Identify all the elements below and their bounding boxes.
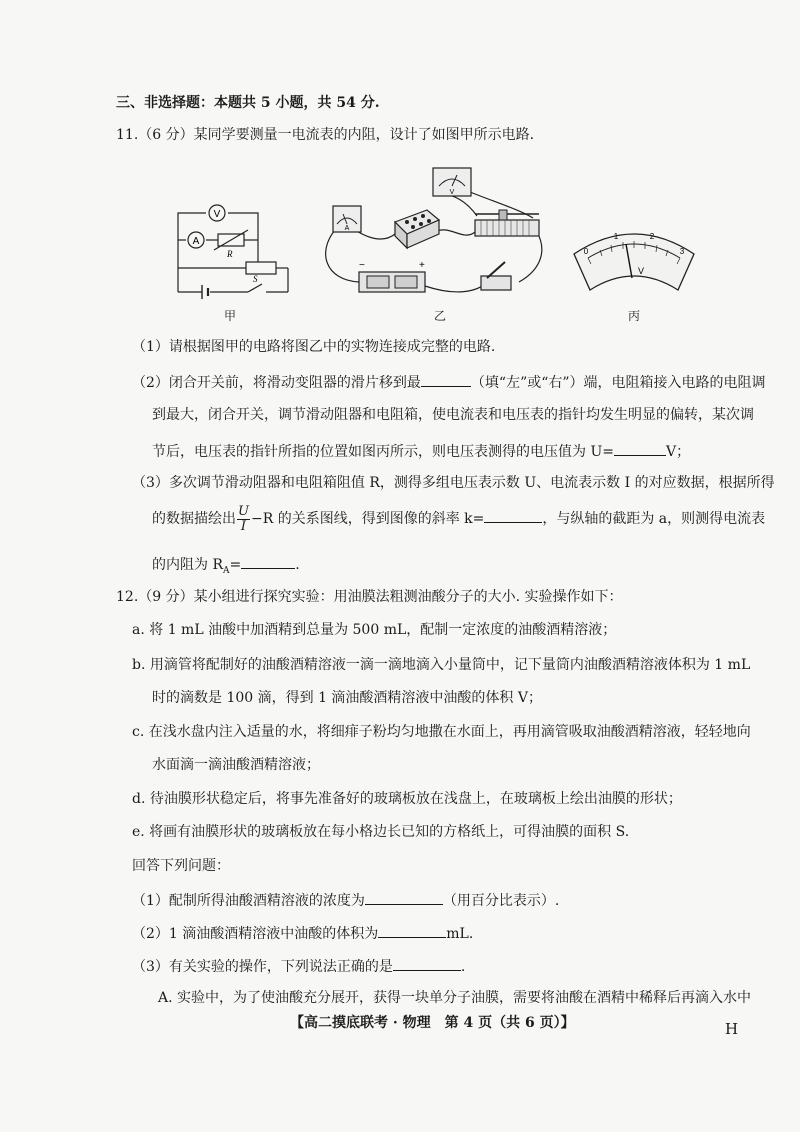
q12-option-a: A. 实验中，为了使油酸充分展开，获得一块单分子油膜，需要将油酸在酒精中稀释后再滴入水中: [158, 990, 752, 1006]
ammeter-device: [333, 206, 361, 232]
svg-text:S: S: [253, 274, 258, 284]
q12-step-d: d. 待油膜形状稳定后，将事先准备好的玻璃板放在浅盘上，在玻璃板上绘出油膜的形状；: [132, 791, 682, 807]
q12-sub1: （1）配制所得油酸酒精溶液的浓度为 （用百分比表示）.: [132, 889, 559, 911]
q11-part3-line3: 的内阻为 $R_A=$ .: [152, 553, 300, 581]
fraction-u-over-i: $\frac{U}{I}$: [238, 503, 249, 534]
q12-sub2: （2）1 滴油酸酒精溶液中油酸的体积为 mL.: [132, 922, 473, 944]
svg-text:A: A: [344, 225, 350, 232]
q12-answer-prompt: 回答下列问题：: [132, 858, 230, 874]
voltmeter-device: [433, 168, 471, 196]
q12-step-c-line2: 水面滴一滴油酸酒精溶液；: [152, 757, 320, 773]
answer-blank-volume[interactable]: [378, 922, 446, 938]
q12-stem: 12.（9 分）某小组进行探究实验：用油膜法粗测油酸分子的大小. 实验操作如下：: [116, 589, 623, 605]
answer-blank-choice[interactable]: [393, 955, 461, 971]
dial-tick-0: 0: [583, 247, 589, 256]
q12-sub3: （3）有关实验的操作，下列说法正确的是 .: [132, 955, 465, 977]
section-header: 三、非选择题：本题共 5 小题，共 54 分.: [116, 95, 380, 111]
answer-blank-slope[interactable]: [484, 507, 542, 523]
svg-text:A: A: [192, 236, 200, 247]
switch-device: [481, 262, 511, 290]
q12-step-b-line1: b. 用滴管将配制好的油酸酒精溶液一滴一滴地滴入小量筒中，记下量筒内油酸酒精溶液体积为 1 mL: [132, 657, 751, 673]
q12-step-b-line2: 时的滴数是 100 滴，得到 1 滴油酸酒精溶液中油酸的体积 V；: [152, 690, 542, 706]
battery-holder: [359, 260, 425, 292]
resistance-box: [395, 210, 439, 248]
q11-stem: 11.（6 分）某同学要测量一电流表的内阻，设计了如图甲所示电路.: [116, 127, 535, 143]
answer-blank-voltage[interactable]: [614, 440, 666, 456]
svg-text:V: V: [638, 266, 645, 276]
q11-part2-line2: 到最大，闭合开关，调节滑动阻器和电阻箱，使电流表和电压表的指针均发生明显的偏转，某次调: [152, 407, 754, 423]
voltmeter-dial-bing: [566, 212, 702, 302]
dial-tick-3: 3: [679, 247, 685, 256]
answer-blank-resistance[interactable]: [241, 553, 295, 569]
caption-yi: 乙: [434, 309, 447, 323]
svg-text:+: +: [419, 260, 425, 271]
q12-step-a: a. 将 1 mL 油酸中加酒精到总量为 500 mL，配制一定浓度的油酸酒精溶液；: [132, 622, 617, 638]
q11-part2-line3: 节后，电压表的指针所指的位置如图丙所示，则电压表测得的电压值为 U= V；: [152, 440, 690, 462]
dial-tick-2: 2: [649, 232, 655, 241]
svg-text:−: −: [359, 260, 365, 271]
q11-part2-line1: （2）闭合开关前，将滑动变阻器的滑片移到最 （填“左”或“右”）端，电阻箱接入电路的电阻调: [132, 371, 766, 393]
dial-tick-1: 1: [613, 232, 619, 241]
svg-text:V: V: [213, 209, 221, 220]
caption-bing: 丙: [628, 309, 641, 323]
version-mark: H: [725, 1020, 739, 1038]
q11-part1: （1）请根据图甲的电路将图乙中的实物连接成完整的电路.: [132, 339, 496, 355]
q12-step-e: e. 将画有油膜形状的玻璃板放在每小格边长已知的方格纸上，可得油膜的面积 S.: [132, 824, 630, 840]
answer-blank-direction[interactable]: [421, 371, 471, 387]
q11-part3-line2: 的数据描绘出 $\frac{U}{I}$ −R 的关系图线，得到图像的斜率 k= ，与纵轴的截距为 a，则测得电流表: [152, 503, 766, 534]
rheostat: [475, 210, 539, 236]
q12-step-c-line1: c. 在浅水盘内注入适量的水，将细痱子粉均匀地撒在水面上，再用滴管吸取油酸酒精溶液，轻轻地向: [132, 724, 751, 740]
answer-blank-concentration[interactable]: [365, 889, 443, 905]
q11-part3-line1: （3）多次调节滑动阻器和电阻箱阻值 R，测得多组电压表示数 U、电流表示数 I 的对应数据，根据所得: [132, 475, 775, 491]
svg-text:R: R: [227, 249, 233, 259]
circuit-diagram-jia: [168, 198, 298, 303]
svg-text:V: V: [449, 189, 455, 196]
page-footer: 【高二摸底联考 · 物理 第 4 页（共 6 页）】: [290, 1015, 575, 1031]
apparatus-diagram-yi: [315, 162, 550, 302]
caption-jia: 甲: [224, 309, 237, 323]
